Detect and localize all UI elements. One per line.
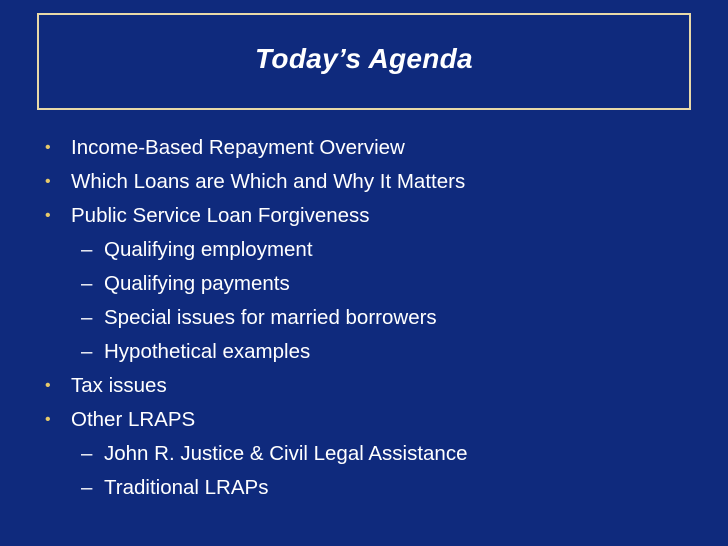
dash-icon: – (81, 340, 93, 363)
bullet-icon: • (45, 207, 51, 224)
agenda-item-text: Income-Based Repayment Overview (71, 136, 405, 159)
bullet-icon: • (45, 377, 51, 394)
agenda-subitem-text: Special issues for married borrowers (104, 306, 437, 329)
agenda-subitem (0, 335, 728, 369)
agenda-subitem-text: Qualifying payments (104, 272, 290, 295)
agenda-subitem-text: Hypothetical examples (104, 340, 311, 363)
agenda-subitem (0, 267, 728, 301)
agenda-item-text: Public Service Loan Forgiveness (71, 204, 370, 227)
agenda-item (0, 199, 728, 233)
agenda-item (0, 131, 728, 165)
bullet-icon: • (45, 411, 51, 428)
dash-icon: – (81, 272, 93, 295)
agenda-subitem-text: Traditional LRAPs (104, 476, 269, 499)
agenda-subitem (0, 301, 728, 335)
bullet-icon: • (45, 173, 51, 190)
dash-icon: – (81, 442, 93, 465)
agenda-subitem-text: Qualifying employment (104, 238, 313, 261)
dash-icon: – (81, 476, 93, 499)
dash-icon: – (81, 306, 93, 329)
agenda-item (0, 165, 728, 199)
agenda-item (0, 369, 728, 403)
agenda-item-text: Other LRAPS (71, 408, 196, 431)
agenda-subitem-text: John R. Justice & Civil Legal Assistance (104, 442, 468, 465)
agenda-item (0, 403, 728, 437)
agenda-subitem (0, 471, 728, 505)
slide-title: Today’s Agenda (255, 42, 473, 74)
bullet-icon: • (45, 139, 51, 156)
dash-icon: – (81, 238, 93, 261)
agenda-subitem (0, 437, 728, 471)
agenda-item-text: Tax issues (71, 374, 167, 397)
agenda-list (0, 131, 728, 505)
agenda-subitem (0, 233, 728, 267)
title-frame (37, 13, 691, 110)
agenda-item-text: Which Loans are Which and Why It Matters (71, 170, 466, 193)
